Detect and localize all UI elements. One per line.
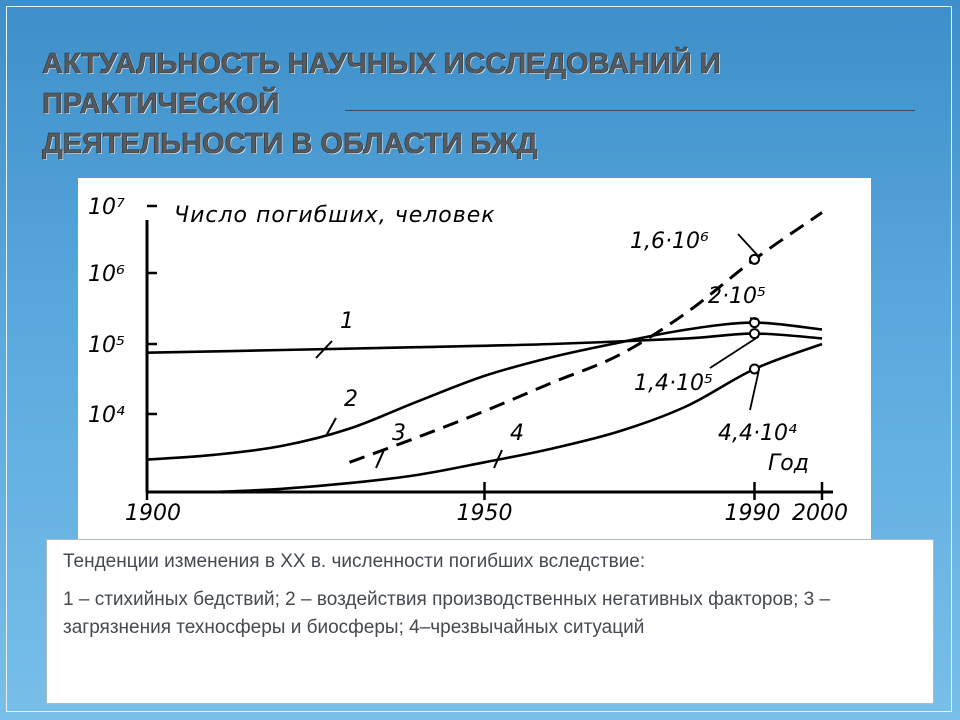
title-line-1: АКТУАЛЬНОСТЬ НАУЧНЫХ ИССЛЕДОВАНИЙ И ПРАКТИЧЕСКОЙ [42,48,721,120]
series-1-line [147,334,822,353]
y-tick-label: 10⁶ [88,262,125,287]
annotation-label: 2·10⁵ [708,284,766,309]
series-4-label: 4 [510,421,524,446]
annotation-leader [750,372,759,410]
title-underline [345,110,915,111]
annotation-leader [738,234,759,256]
x-tick-label: 1990 [724,501,781,526]
series-3-label: 3 [392,421,406,446]
x-axis-label: Год [768,451,809,476]
annotation-leader [710,337,759,368]
x-ticks [125,482,848,526]
y-axis-label: Число погибших, человек [174,203,496,228]
axes [147,203,833,492]
caption-legend: 1 – стихийных бедствий; 2 – воздействия производственных негативных факторов; 3 – загрязнения техносферы и биосферы; 4–чрезвычайных ситуаций [63,589,831,638]
annotation-label: 1,4·10⁵ [634,371,713,396]
caption-box [46,539,934,704]
y-tick-label: 10⁵ [88,333,125,358]
chart [78,178,871,550]
y-tick-label: 10⁷ [88,195,125,220]
title-line-2: ДЕЯТЕЛЬНОСТИ В ОБЛАСТИ БЖД [42,128,538,160]
slide-title [42,44,932,164]
x-tick-label: 1950 [456,501,513,526]
chart-panel [78,178,871,550]
series-2-label: 2 [344,387,358,412]
y-tick-label: 10⁴ [88,403,125,428]
annotation-label: 1,6·10⁶ [630,229,709,254]
annotation-label: 4,4·10⁴ [718,421,797,446]
x-tick-label: 1900 [125,501,181,526]
series-layer [147,213,822,493]
series-1-label: 1 [340,309,354,334]
x-tick-label: 2000 [792,501,848,526]
caption-intro: Тенденции изменения в XX в. численности погибших вследствие: [63,551,646,572]
